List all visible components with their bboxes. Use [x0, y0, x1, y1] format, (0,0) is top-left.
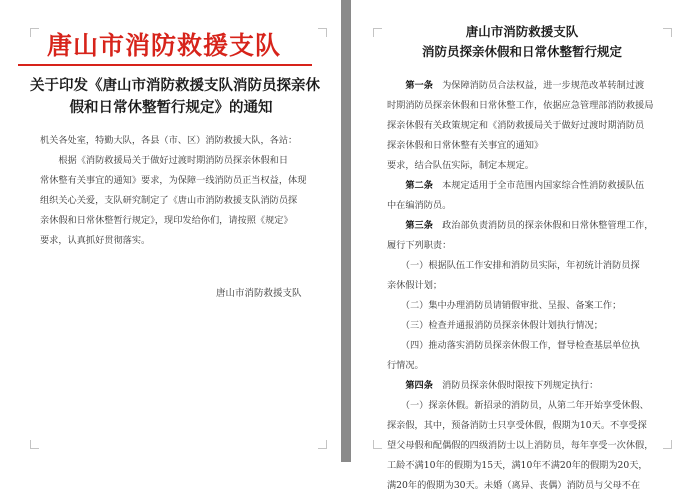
regulation-line: [387, 456, 653, 476]
regulation-line: [387, 336, 653, 356]
regulation-text: 探亲休假和日常休整有关事宜的通知》: [387, 140, 544, 151]
regulation-text: 为保障消防员合法权益，进一步规范改革转制过渡: [432, 80, 645, 91]
page-gutter: [341, 0, 351, 462]
regulation-text: （二）集中办理消防员请销假审批、呈报、备案工作；: [387, 300, 622, 311]
notice-title-line: 关于印发《唐山市消防救援支队消防员探亲休: [30, 77, 320, 94]
crop-mark: [318, 440, 327, 449]
regulation-line: [387, 476, 653, 496]
issuer-signature: 唐山市消防救援支队: [216, 288, 302, 299]
regulation-text: 工龄不满10年的假期为15天，满10年不满20年的假期为20天，: [387, 460, 648, 471]
regulation-line: [387, 236, 653, 256]
article-number: 第二条: [405, 180, 433, 191]
article-number: 第三条: [405, 220, 433, 231]
article-number: 第一条: [405, 80, 433, 91]
regulation-line: [387, 416, 653, 436]
regulation-body: [387, 76, 653, 496]
regulation-line: [387, 356, 653, 376]
body-line: 根据《消防救援局关于做好过渡时期消防员探亲休假和日: [40, 155, 289, 166]
regulation-line: [387, 276, 653, 296]
red-divider-line: [18, 64, 312, 66]
regulation-text: （四）推动落实消防员探亲休假工作，督导检查基层单位执: [387, 340, 640, 351]
regulation-line: [387, 436, 653, 456]
regulation-line: [387, 396, 653, 416]
regulation-text: （一）探亲休假。新招录的消防员，从第二年开始享受休假、: [387, 400, 649, 411]
body-line: 要求，认真抓好贯彻落实。: [40, 235, 151, 246]
regulation-text: 时期消防员探亲休假和日常休整工作，依据应急管理部消防救援局: [387, 100, 654, 111]
notice-title-line: 假和日常休整暂行规定》的通知: [69, 99, 273, 116]
crop-mark: [373, 440, 382, 449]
regulation-line: [387, 96, 653, 116]
article-number: 第四条: [405, 380, 433, 391]
regulation-text: 亲休假计划；: [387, 280, 443, 291]
regulation-title: 消防员探亲休假和日常休整暂行规定: [421, 44, 622, 59]
regulation-text: 政治部负责消防员的探亲休假和日常休整管理工作，: [432, 220, 654, 231]
regulation-text: 行情况。: [387, 360, 424, 371]
regulation-line: [387, 136, 653, 156]
notice-body: [40, 151, 306, 251]
regulation-line: [387, 156, 653, 176]
regulation-line: [387, 116, 653, 136]
regulation-line: [387, 216, 653, 236]
regulation-text: 望父母假和配偶假的四级消防士以上消防员，每年享受一次休假，: [387, 440, 654, 451]
regulation-header-line: 唐山市消防救援支队: [465, 24, 579, 39]
body-line: 常休整有关事宜的通知》要求，为保障一线消防员正当权益，体现: [40, 175, 307, 186]
document-page-right: [351, 0, 693, 491]
regulation-text: 要求，结合队伍实际，制定本规定。: [387, 160, 534, 171]
crop-mark: [663, 440, 672, 449]
regulation-line: [387, 316, 653, 336]
crop-mark: [318, 28, 327, 37]
red-header-title: 唐山市消防救援支队: [46, 31, 281, 60]
regulation-line: [387, 376, 653, 396]
notice-title: [30, 75, 320, 119]
body-line: 组织关心关爱，支队研究制定了《唐山市消防救援支队消防员探: [40, 195, 298, 206]
regulation-line: [387, 76, 653, 96]
recipients-line: 机关各处室，特勤大队，各县（市、区）消防救援大队，各站：: [40, 135, 298, 146]
regulation-text: 本规定适用于全市范围内国家综合性消防救援队伍: [432, 180, 645, 191]
regulation-text: 探亲假，其中，预备消防士只享受休假，假期为10天。不享受探: [387, 420, 647, 431]
regulation-text: 探亲休假有关政策规定和《消防救援局关于做好过渡时期消防员: [387, 120, 645, 131]
regulation-line: [387, 196, 653, 216]
regulation-text: 中在编消防员。: [387, 200, 452, 211]
regulation-line: [387, 296, 653, 316]
regulation-text: 履行下列职责：: [387, 240, 452, 251]
body-line: 亲休假和日常休整暂行规定》，现印发给你们，请按照《规定》: [40, 215, 293, 226]
regulation-line: [387, 176, 653, 196]
document-page-left: [0, 0, 341, 462]
regulation-text: 满20年的假期为30天。未婚（离异、丧偶）消防员与父母不在: [387, 480, 641, 491]
regulation-text: （三）检查并通报消防员探亲休假计划执行情况；: [387, 320, 603, 331]
crop-mark: [30, 440, 39, 449]
regulation-text: （一）根据队伍工作安排和消防员实际，年初统计消防员探: [387, 260, 640, 271]
regulation-text: 消防员探亲休假时限按下列规定执行：: [432, 380, 599, 391]
regulation-line: [387, 256, 653, 276]
